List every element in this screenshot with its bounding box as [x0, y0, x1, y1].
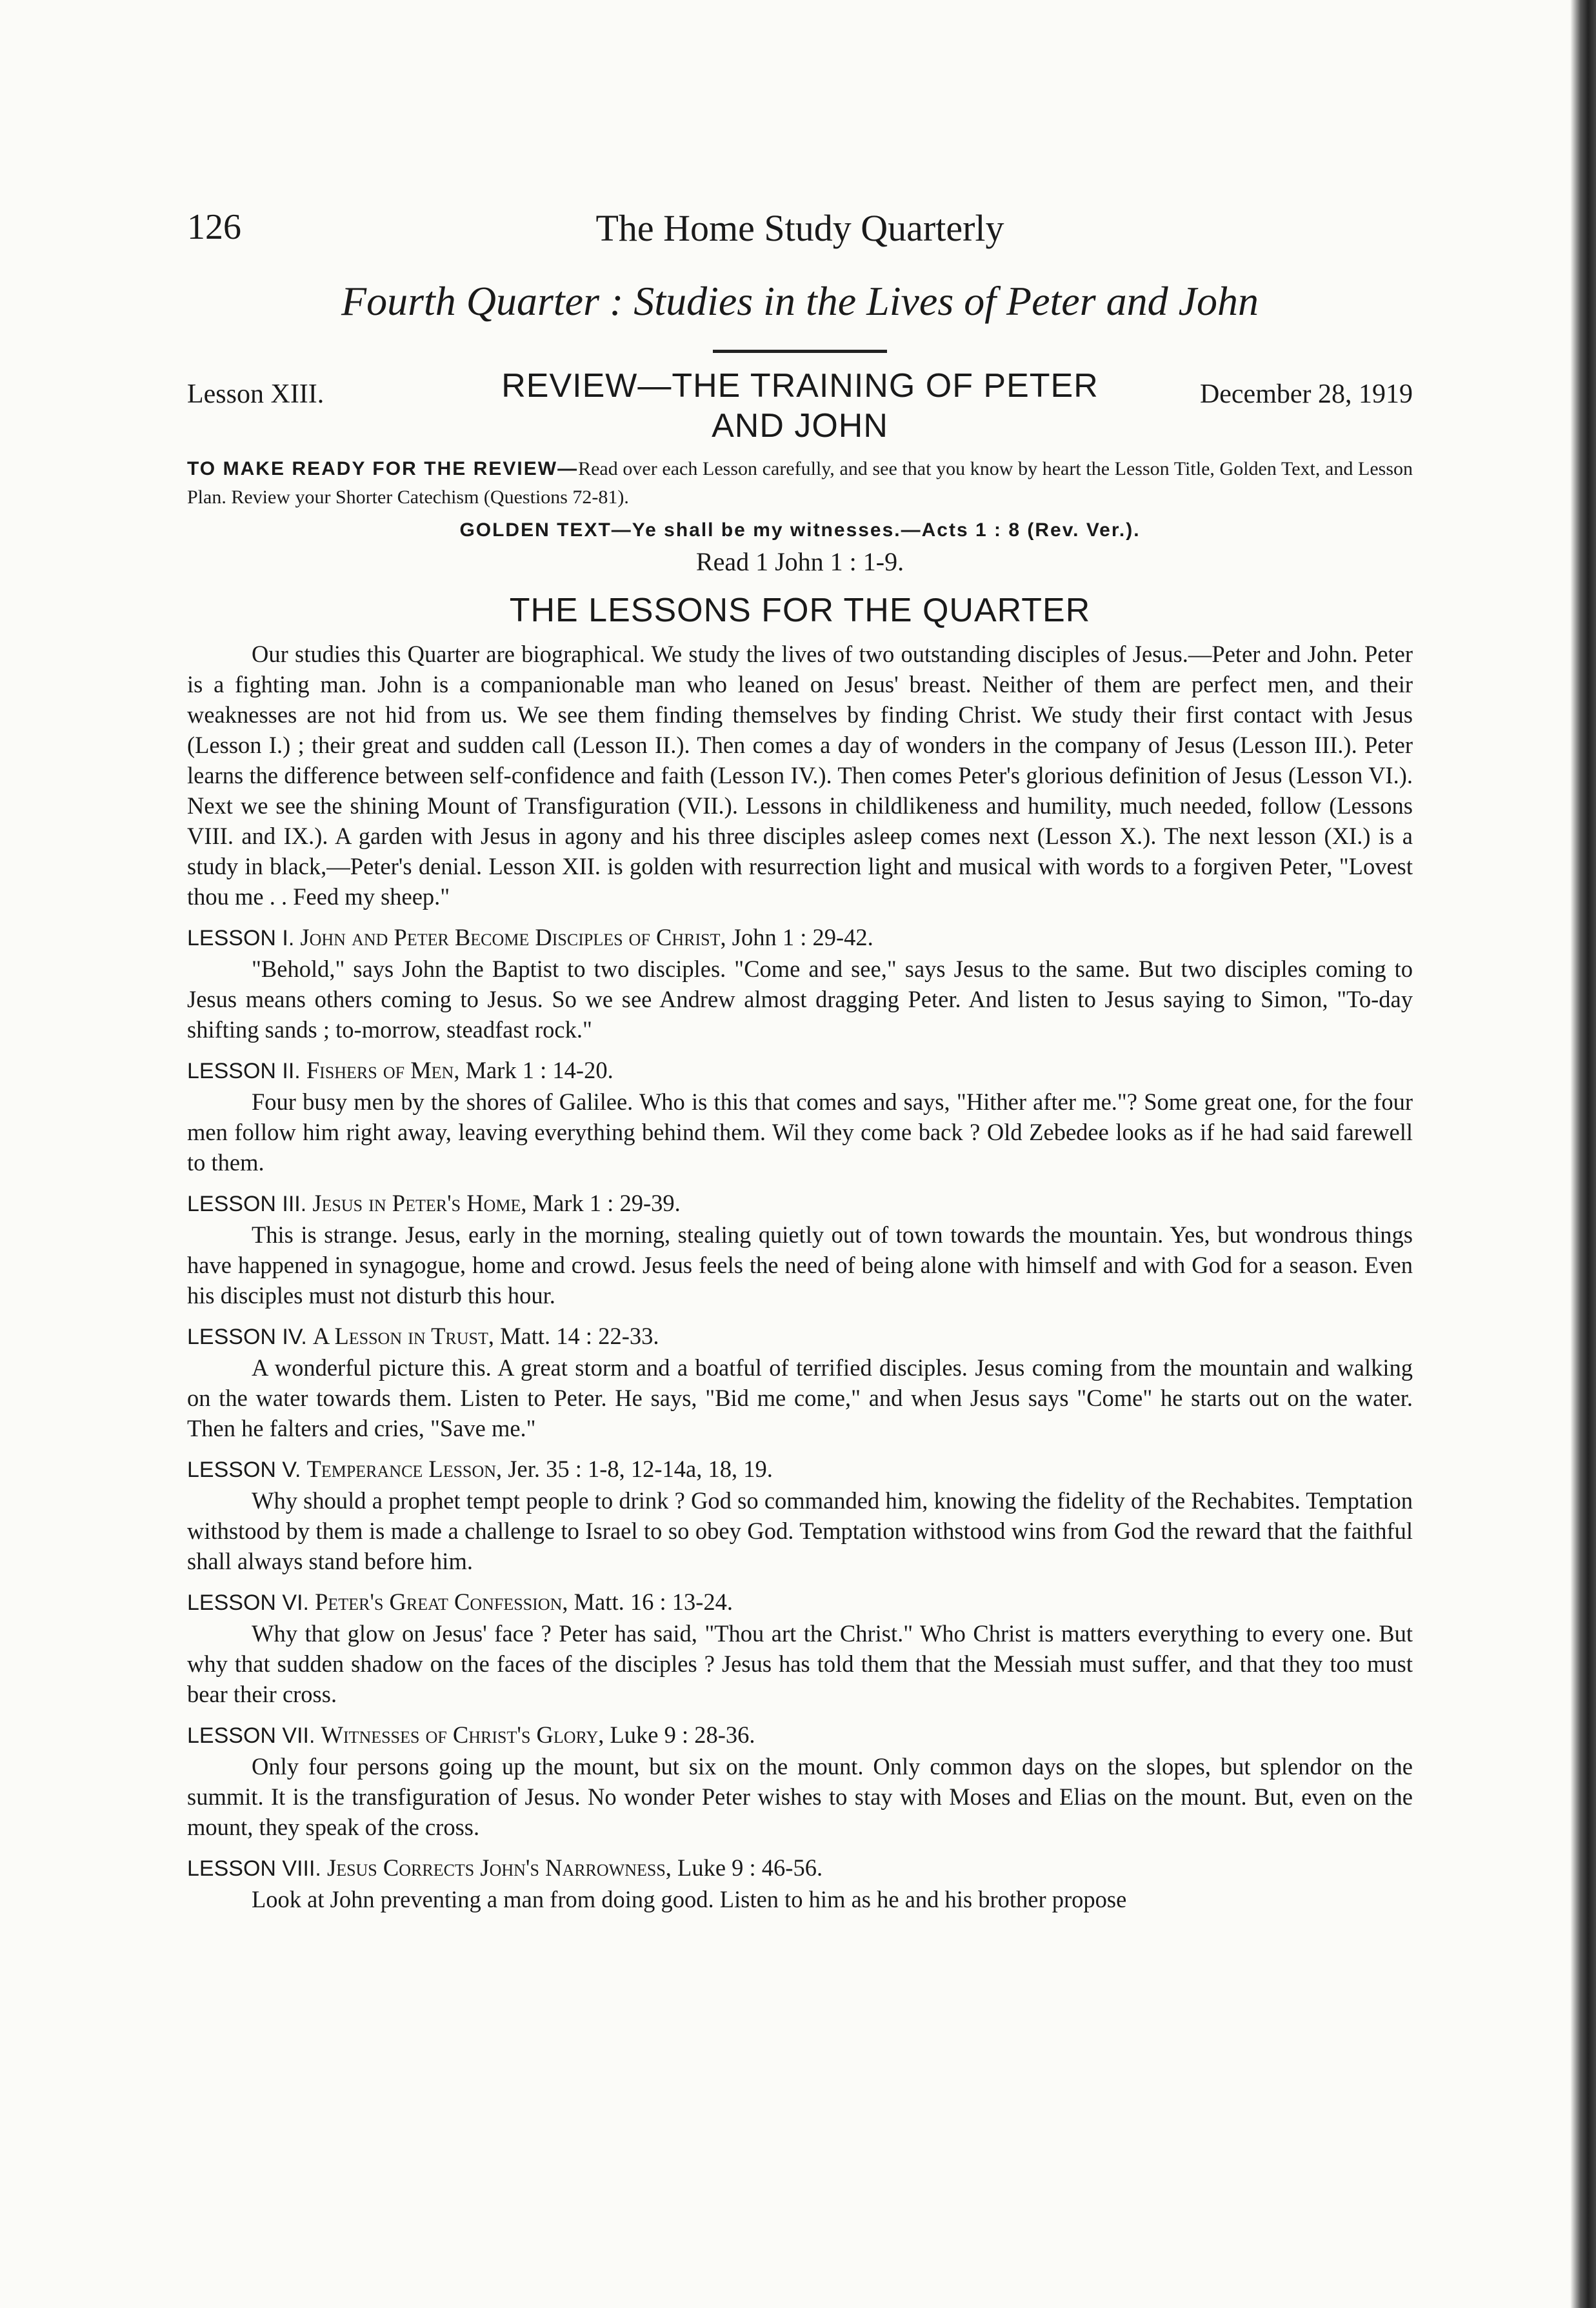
make-ready-label: TO MAKE READY FOR THE REVIEW— — [187, 458, 579, 479]
page-header — [187, 206, 1413, 258]
title-rule — [713, 350, 887, 353]
lesson-summary: Why that glow on Jesus' face ? Peter has said, "Thou art the Christ." Who Christ is matters everything to every one. But why that sudden shadow on the faces of the disciples ? Jesus has told them that the Messiah must suffer, and that they too must bear their cross. — [187, 1620, 1413, 1707]
lesson-title-line2: AND JOHN — [712, 407, 888, 445]
lesson-entry-heading — [187, 1852, 1413, 1884]
lesson-scripture-ref: Jer. 35 : 1-8, 12-14a, 18, 19. — [508, 1456, 773, 1482]
lesson-header — [187, 366, 1413, 450]
page-number: 126 — [187, 207, 241, 247]
lesson-summary: A wonderful picture this. A great storm and a boatful of terrified disciples. Jesus coming from the mountain and walking on the water towards them. Listen to Peter. He says, "Bid me come," and when Jesus says "Come" he starts out on the water. Then he falters and cries, "Save me." — [187, 1354, 1413, 1441]
lesson-entry-title: Jesus Corrects John's Narrowness, — [326, 1854, 672, 1881]
lesson-scripture-ref: Mark 1 : 29-39. — [532, 1190, 681, 1216]
lesson-entry-heading — [187, 1720, 1413, 1751]
lesson-label: LESSON III. — [187, 1192, 307, 1216]
lesson-label: LESSON VII. — [187, 1723, 315, 1748]
lesson-entry-heading — [187, 1188, 1413, 1219]
section-heading: THE LESSONS FOR THE QUARTER — [509, 592, 1091, 629]
lesson-entry-heading — [187, 1321, 1413, 1352]
golden-text — [187, 519, 1413, 541]
golden-text-body: Ye shall be my witnesses.—Acts 1 : 8 (Rev. Ver.). — [632, 519, 1141, 541]
lesson-scripture-ref: Mark 1 : 14-20. — [465, 1057, 613, 1083]
lesson-scripture-ref: Matt. 14 : 22-33. — [500, 1323, 659, 1349]
lesson-summary: Look at John preventing a man from doing good. Listen to him as he and his brother propose — [252, 1886, 1127, 1912]
lesson-date: December 28, 1919 — [1199, 379, 1413, 409]
lesson-entry-heading — [187, 1055, 1413, 1087]
lesson-number: Lesson XIII. — [187, 379, 324, 409]
lesson-entry-title: Jesus in Peter's Home, — [312, 1190, 527, 1216]
lesson-entry-heading — [187, 922, 1413, 954]
lesson-entry-title: John and Peter Become Disciples of Christ, — [300, 924, 726, 950]
make-ready-instructions — [187, 455, 1413, 512]
lesson-scripture-ref: Luke 9 : 28-36. — [610, 1721, 755, 1748]
lesson-list — [187, 922, 1413, 1914]
lesson-title-line1: REVIEW—THE TRAINING OF PETER — [501, 367, 1099, 405]
running-title: The Home Study Quarterly — [595, 207, 1004, 249]
lesson-scripture-ref: Luke 9 : 46-56. — [677, 1854, 823, 1881]
page-edge-shadow — [1570, 0, 1596, 2308]
lesson-entry-heading — [187, 1587, 1413, 1618]
lesson-label: LESSON VI. — [187, 1591, 309, 1615]
lesson-summary: This is strange. Jesus, early in the morning, stealing quietly out of town towards the mountain. Yes, but wondrous things have happened in synagogue, home and crowd. Jesus feels the need of being alone with himself and with God for a season. Even his disciples must not disturb this hour. — [187, 1221, 1413, 1309]
make-ready-text: Read over each Lesson carefully, and see that you know by heart the Lesson Title, Golden Text, and Lesson Plan. Review your Shorter Catechism (Questions 72-81). — [187, 458, 1413, 508]
lesson-summary: "Behold," says John the Baptist to two disciples. "Come and see," says Jesus to the same. But two disciples coming to Jesus means others coming to Jesus. So we see Andrew almost dragging Peter. And listen to Jesus saying to Simon, "To-day shifting sands ; to-morrow, steadfast rock." — [187, 956, 1413, 1043]
lesson-label: LESSON II. — [187, 1059, 301, 1083]
lesson-entry-title: Fishers of Men, — [306, 1057, 460, 1083]
lesson-entry-title: Temperance Lesson, — [306, 1456, 503, 1482]
lesson-label: LESSON IV. — [187, 1325, 307, 1349]
lesson-summary: Only four persons going up the mount, but six on the mount. Only common days on the slopes, but splendor on the summit. It is the transfiguration of Jesus. No wonder Peter wishes to stay with Moses and Elias on the mount. But, even on the mount, they speak of the cross. — [187, 1753, 1413, 1840]
lesson-summary: Why should a prophet tempt people to drink ? God so commanded him, knowing the fidelity of the Rechabites. Temptation withstood by them is made a challenge to Israel to so obey God. Temptation withstood wins from God the reward that the faithful shall always stand before him. — [187, 1487, 1413, 1574]
lesson-summary: Four busy men by the shores of Galilee. Who is this that comes and says, "Hither after me."? Some great one, for the four men follow him right away, leaving everything behind them. Wil they come back ? Old Zebedee looks as if he had said farewell to them. — [187, 1089, 1413, 1176]
read-reference: Read 1 John 1 : 1-9. — [695, 547, 904, 576]
quarter-title: Fourth Quarter : Studies in the Lives of Peter and John — [341, 278, 1259, 324]
lesson-label: LESSON V. — [187, 1458, 301, 1482]
lesson-scripture-ref: John 1 : 29-42. — [732, 924, 873, 950]
lesson-label: LESSON VIII. — [187, 1856, 321, 1881]
intro-paragraph: Our studies this Quarter are biographical. We study the lives of two outstanding disciples of Jesus.—Peter and John. Peter is a fighting man. John is a companionable man who leaned on Jesus' breast. Neither of them are perfect men, and their weaknesses are not hid from us. We see them finding themselves by finding Christ. We study their first contact with Jesus (Lesson I.) ; their great and sudden call (Lesson II.). Then comes a day of wonders in the company of Jesus (Lesson III.). Peter learns the difference between self-confidence and faith (Lesson IV.). Then comes Peter's glorious definition of Jesus (Lesson VI.). Next we see the shining Mount of Transfiguration (VII.). Lessons in childlikeness and humility, much needed, follow (Lessons VIII. and IX.). A garden with Jesus in agony and his three disciples asleep comes next (Lesson X.). The next lesson (XI.) is a study in black,—Peter's denial. Lesson XII. is golden with resurrection light and musical with words to a forgiven Peter, "Lovest thou me . . Feed my sheep." — [187, 641, 1413, 910]
lesson-entry-title: Peter's Great Confession, — [315, 1589, 568, 1615]
golden-text-label: GOLDEN TEXT— — [459, 519, 632, 541]
lesson-entry-title: Witnesses of Christ's Glory, — [321, 1721, 604, 1748]
page-content — [187, 206, 1413, 1914]
lesson-entry-title: A Lesson in Trust, — [312, 1323, 494, 1349]
lesson-scripture-ref: Matt. 16 : 13-24. — [574, 1589, 733, 1615]
lesson-label: LESSON I. — [187, 926, 295, 950]
lesson-entry-heading — [187, 1454, 1413, 1485]
